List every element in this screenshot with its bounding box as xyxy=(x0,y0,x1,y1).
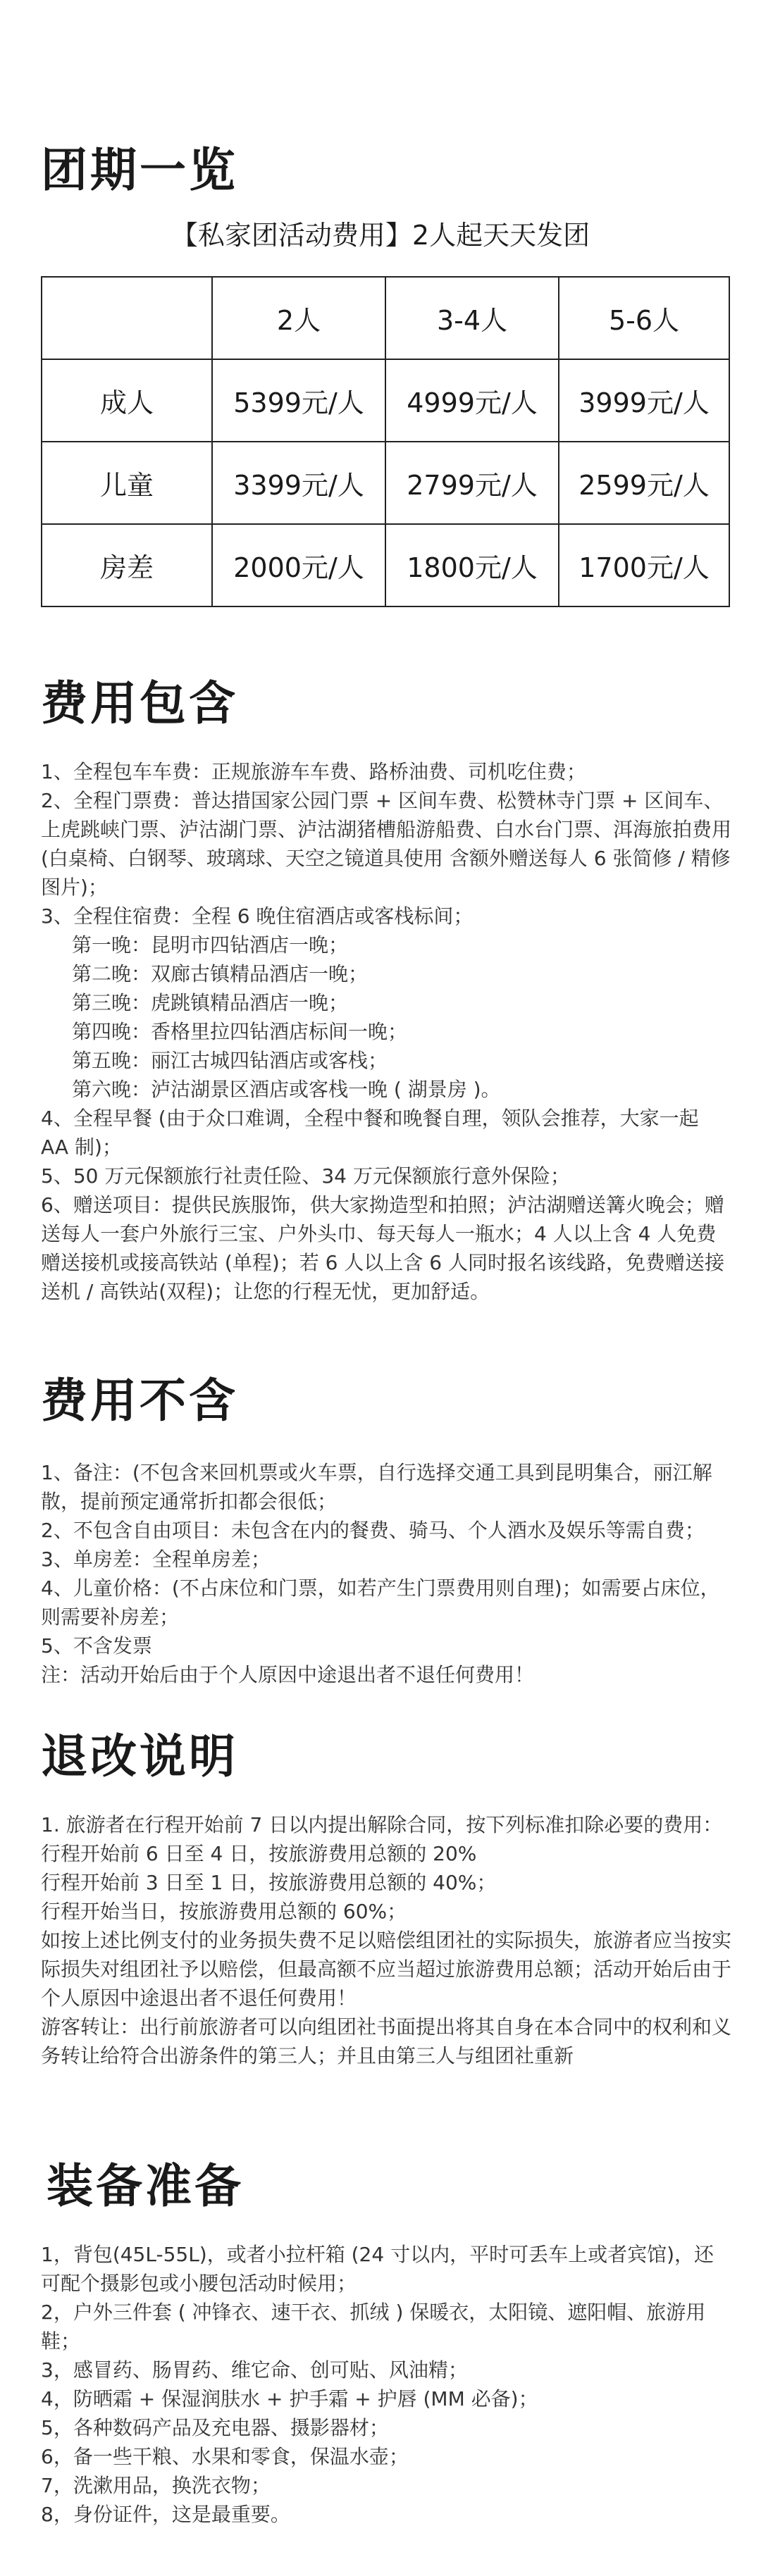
list-item: 第四晚：香格里拉四钻酒店标间一晚； xyxy=(72,1020,408,1043)
table-cell: 儿童 xyxy=(42,442,212,524)
list-item: 2、全程门票费：普达措国家公园门票 + 区间车费、松赞林寺门票 + 区间车、上虎跳峡门票、泸沽湖门票、泸沽湖猪槽船游船费、白水台门票、洱海旅拍费用(白桌椅、白钢琴、玻璃球、天空之镜道具使用 含额外赠送每人 6 张简修 / 精修图片)； xyxy=(41,789,732,899)
section-heading-included: 费用包含 xyxy=(41,676,238,730)
table-row xyxy=(42,524,729,606)
list-item: 3，感冒药、肠胃药、维它命、创可贴、风油精； xyxy=(41,2358,468,2382)
excluded-list xyxy=(41,1458,731,1689)
table-row xyxy=(42,359,729,442)
table-header-cell: 2人 xyxy=(212,277,385,359)
list-item: 如按上述比例支付的业务损失费不足以赔偿组团社的实际损失，旅游者应当按实际损失对组团社予以赔偿，但最高额不应当超过旅游费用总额；活动开始后由于个人原因中途退出者不退任何费用！ xyxy=(41,1929,732,2010)
list-item: 3、全程住宿费：全程 6 晚住宿酒店或客栈标间； xyxy=(41,904,474,928)
list-item: 第五晚：丽江古城四钻酒店或客栈； xyxy=(72,1049,388,1072)
table-header-cell xyxy=(42,277,212,359)
table-header-cell: 3-4人 xyxy=(385,277,559,359)
list-item: 5、50 万元保额旅行社责任险、34 万元保额旅行意外保险； xyxy=(41,1164,570,1188)
table-cell: 1800元/人 xyxy=(385,524,559,606)
list-item: 6，备一些干粮、水果和零食，保温水壶； xyxy=(41,2445,409,2468)
section-heading-excluded: 费用不含 xyxy=(41,1373,238,1428)
list-item: 注：活动开始后由于个人原因中途退出者不退任何费用！ xyxy=(41,1663,535,1686)
gear-list xyxy=(41,2240,731,2529)
list-item: 1. 旅游者在行程开始前 7 日以内提出解除合同，按下列标准扣除必要的费用： xyxy=(41,1813,723,1836)
list-item: 1，背包(45L-55L)，或者小拉杆箱 (24 寸以内，平时可丢车上或者宾馆)，还可配个摄影包或小腰包活动时候用； xyxy=(41,2243,714,2295)
table-cell: 房差 xyxy=(42,524,212,606)
list-item: 1、全程包车车费：正规旅游车车费、路桥油费、司机吃住费； xyxy=(41,760,586,783)
list-item: 游客转让：出行前旅游者可以向组团社书面提出将其自身在本合同中的权利和义务转让给符合出游条件的第三人；并且由第三人与组团社重新 xyxy=(41,2015,732,2067)
table-cell: 4999元/人 xyxy=(385,359,559,442)
section-heading-gear: 装备准备 xyxy=(47,2158,244,2213)
list-item: 7，洗漱用品，换洗衣物； xyxy=(41,2474,271,2497)
list-item: 第一晚：昆明市四钻酒店一晚； xyxy=(72,933,349,957)
list-item: 8，身份证件，这是最重要。 xyxy=(41,2503,290,2526)
table-cell: 成人 xyxy=(42,359,212,442)
price-subtitle: 【私家团活动费用】2人起天天发团 xyxy=(171,220,590,251)
list-item: 5，各种数码产品及充电器、摄影器材； xyxy=(41,2416,389,2439)
list-item: 行程开始当日，按旅游费用总额的 60%； xyxy=(41,1900,407,1923)
table-cell: 3999元/人 xyxy=(559,359,729,442)
list-item: 第六晚：泸沽湖景区酒店或客栈一晚 ( 湖景房 )。 xyxy=(72,1078,501,1101)
list-item: 6、赠送项目：提供民族服饰，供大家拗造型和拍照；泸沽湖赠送篝火晚会；赠送每人一套户外旅行三宝、户外头巾、每天每人一瓶水；4 人以上含 4 人免费赠送接机或接高铁站 (单程)；若 6 人以上含 6 人同时报名该线路，免费赠送接送机 / 高铁站(双程)；让您的行程无忧，更加舒适。 xyxy=(41,1193,724,1303)
table-cell: 2599元/人 xyxy=(559,442,729,524)
table-cell: 3399元/人 xyxy=(212,442,385,524)
section-heading-schedule: 团期一览 xyxy=(41,142,238,197)
list-item: 4，防晒霜 + 保湿润肤水 + 护手霜 + 护唇 (MM 必备)； xyxy=(41,2387,538,2410)
list-item: 行程开始前 3 日至 1 日，按旅游费用总额的 40%； xyxy=(41,1871,497,1894)
list-item: 第二晚：双廊古镇精品酒店一晚； xyxy=(72,962,369,985)
refund-list xyxy=(41,1810,731,2070)
table-header-row xyxy=(42,277,729,359)
list-item: 3、单房差：全程单房差； xyxy=(41,1548,271,1571)
table-header-cell: 5-6人 xyxy=(559,277,729,359)
list-item: 1、备注：(不包含来回机票或火车票，自行选择交通工具到昆明集合，丽江解散，提前预定通常折扣都会很低； xyxy=(41,1461,712,1513)
list-item: 2，户外三件套 ( 冲锋衣、速干衣、抓绒 ) 保暖衣，太阳镜、遮阳帽、旅游用鞋； xyxy=(41,2301,706,2353)
list-item: 4、全程早餐 (由于众口难调，全程中餐和晚餐自理，领队会推荐，大家一起 AA 制)； xyxy=(41,1107,705,1159)
table-row xyxy=(42,442,729,524)
table-cell: 2000元/人 xyxy=(212,524,385,606)
section-heading-refund: 退改说明 xyxy=(41,1729,238,1784)
price-table xyxy=(41,276,730,607)
table-cell: 1700元/人 xyxy=(559,524,729,606)
list-item: 4、儿童价格：(不占床位和门票，如若产生门票费用则自理)；如需要占床位，则需要补房差； xyxy=(41,1576,720,1629)
list-item: 第三晚：虎跳镇精品酒店一晚； xyxy=(72,991,349,1014)
included-list xyxy=(41,757,731,1306)
list-item: 行程开始前 6 日至 4 日，按旅游费用总额的 20% xyxy=(41,1842,477,1865)
table-cell: 2799元/人 xyxy=(385,442,559,524)
list-item: 5、不含发票 xyxy=(41,1634,152,1657)
list-item: 2、不包含自由项目：未包含在内的餐费、骑马、个人酒水及娱乐等需自费； xyxy=(41,1519,705,1542)
table-cell: 5399元/人 xyxy=(212,359,385,442)
